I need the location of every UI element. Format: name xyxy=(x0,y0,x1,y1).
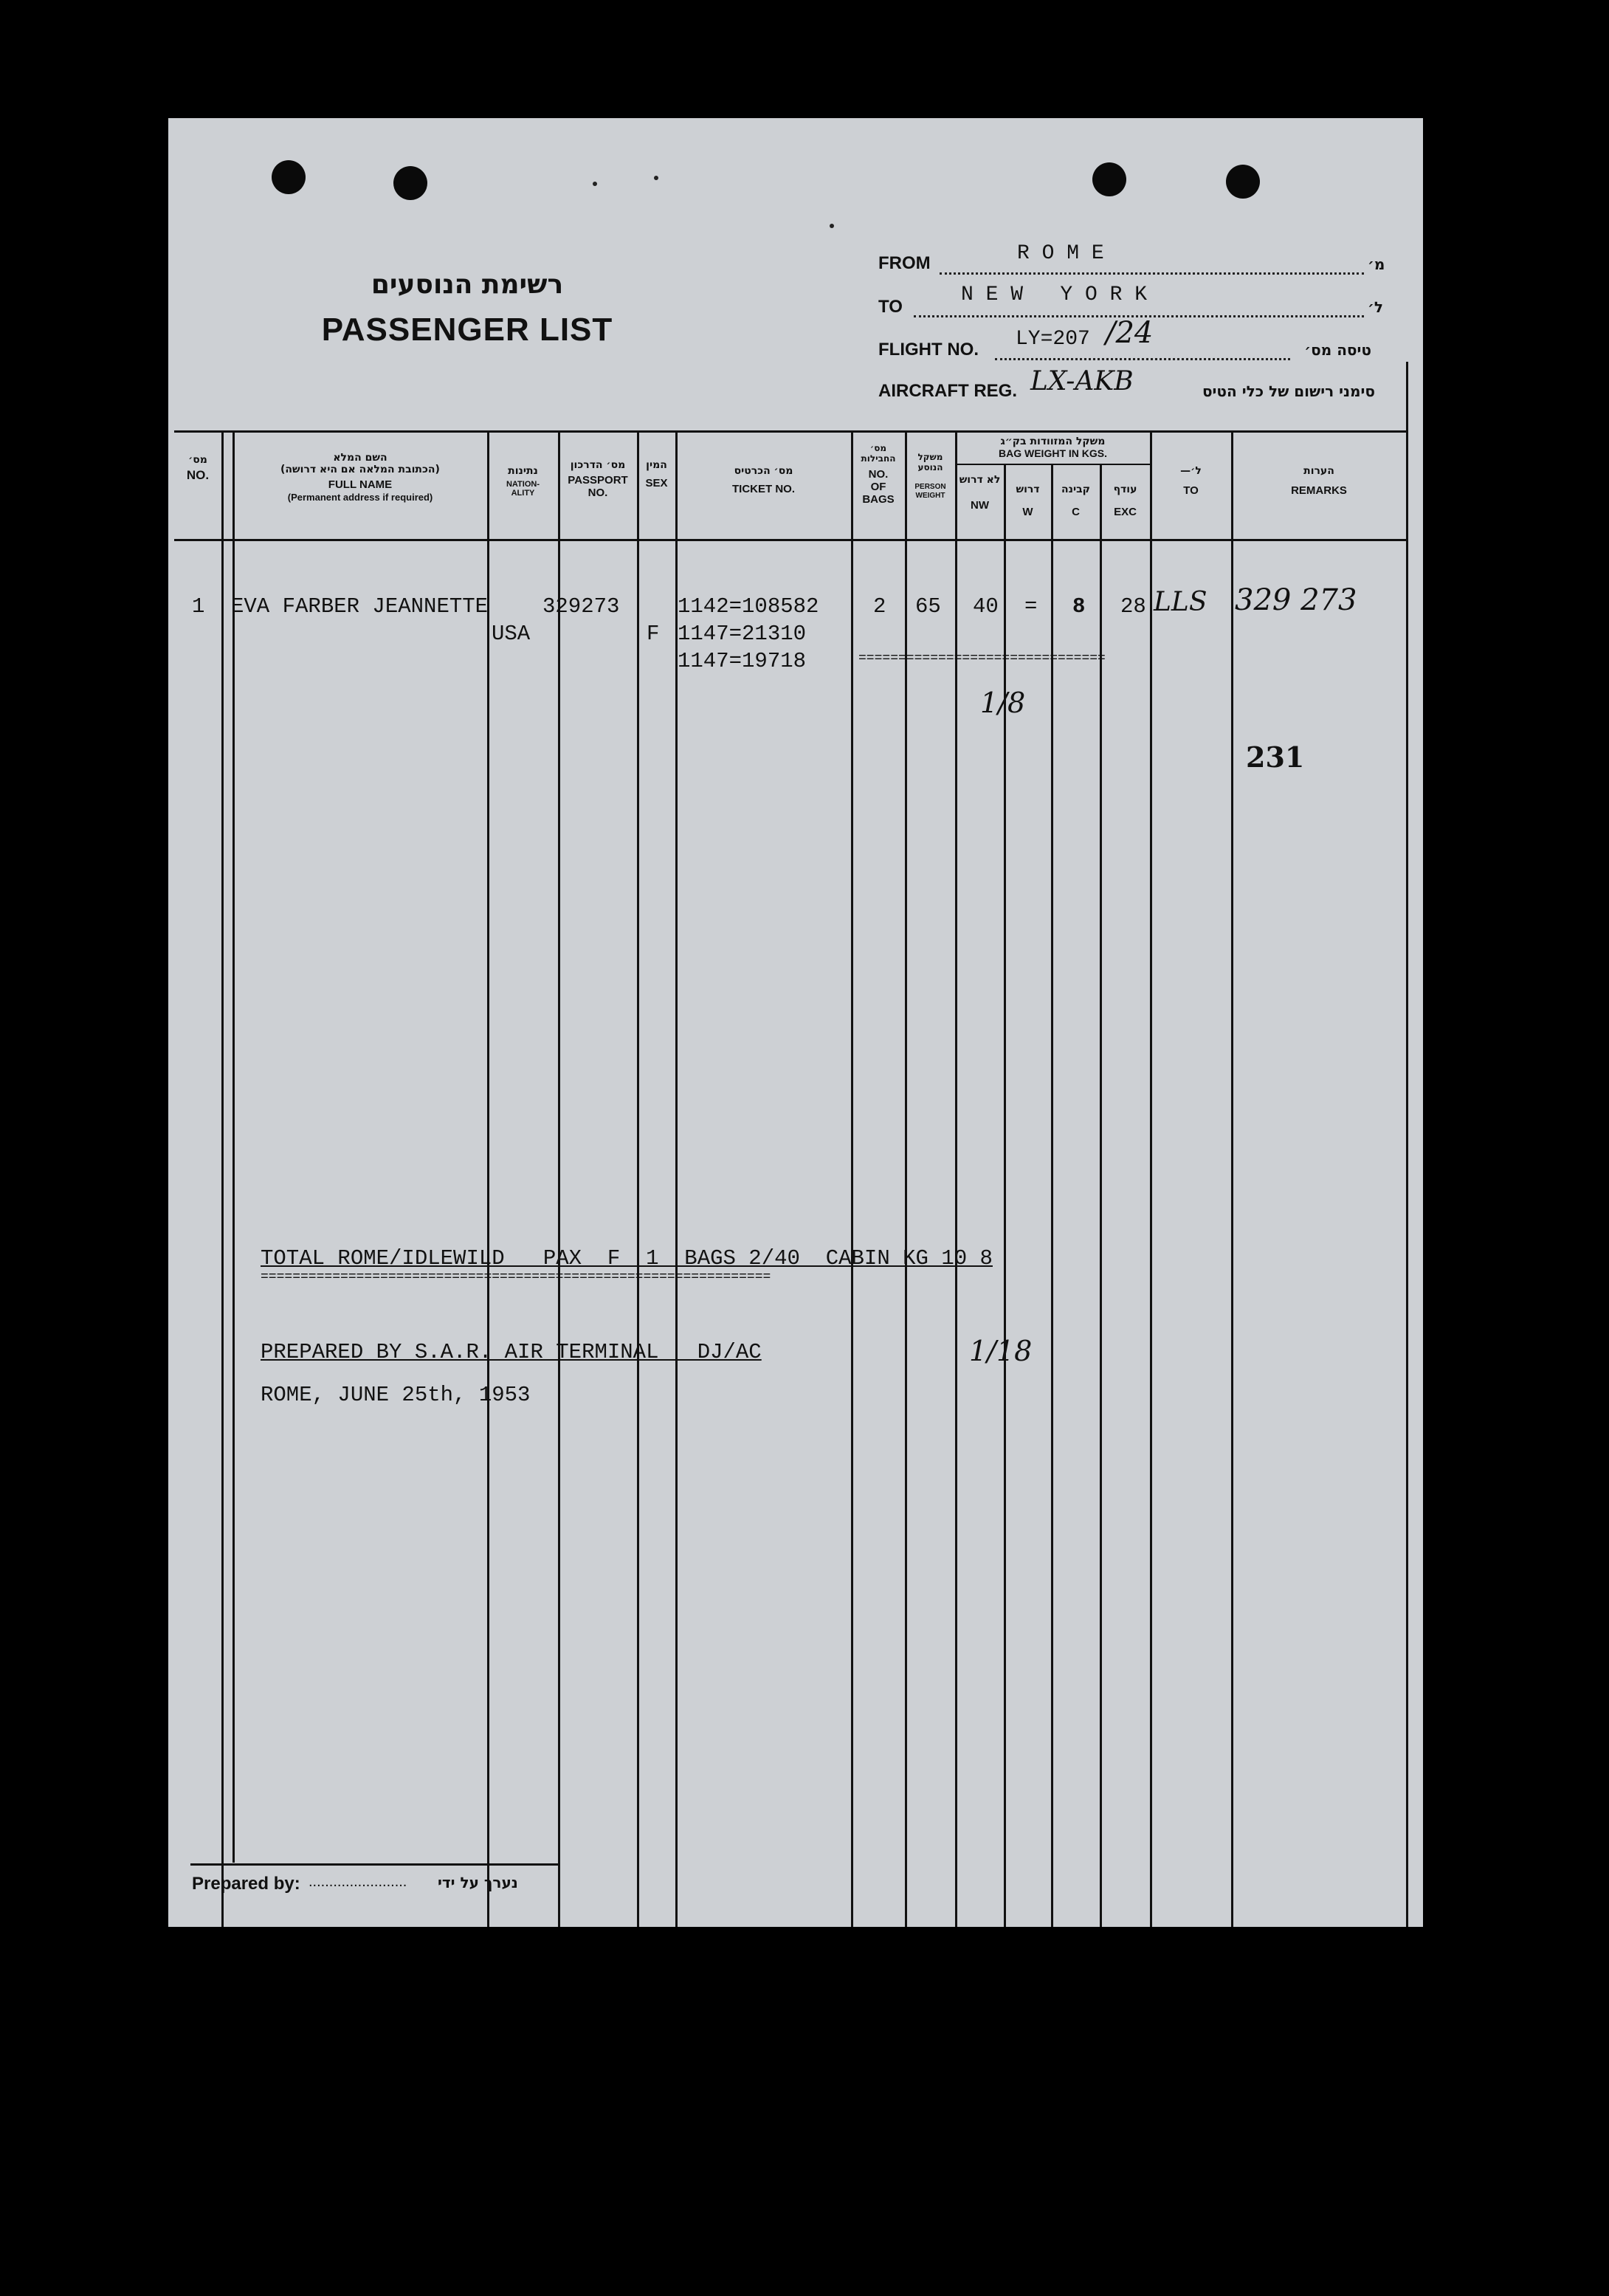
row-full-name: EVA FARBER JEANNETTE xyxy=(231,594,489,619)
row-ticket-2: 1147=21310 xyxy=(678,622,807,646)
title-hebrew: רשימת הנוסעים xyxy=(371,269,564,300)
prepared-by-field xyxy=(190,1866,559,1911)
to-label: TO xyxy=(878,297,903,317)
col-header-w: דרוש W xyxy=(1016,484,1040,518)
col-header-exc: עודף EXC xyxy=(1113,484,1137,518)
flight-value: LY=207 xyxy=(1016,328,1090,351)
punch-hole xyxy=(393,166,427,200)
stamp-number: 231 xyxy=(1246,740,1305,774)
page-title: PASSENGER LIST xyxy=(321,312,613,348)
col-header-nw: לא דרוש NW xyxy=(959,474,1001,512)
prepared-by-label: Prepared by: xyxy=(192,1874,300,1894)
col-header-to: ל׳— TO xyxy=(1180,465,1202,497)
from-label: FROM xyxy=(878,253,931,273)
prepared-line: PREPARED BY S.A.R. AIR TERMINAL DJ/AC xyxy=(261,1340,762,1364)
row-exc: 28 xyxy=(1120,594,1146,619)
handwritten-note-2: 1/18 xyxy=(969,1335,1033,1367)
row-ticket-3: 1147=19718 xyxy=(678,649,807,673)
punch-hole xyxy=(1226,165,1260,199)
row-sex: F xyxy=(647,622,660,646)
speck xyxy=(654,176,658,180)
row-to-handwritten: LLS xyxy=(1154,587,1207,617)
prepared-by-he: נערך על ידי xyxy=(438,1874,518,1891)
row-c: 8 xyxy=(1072,594,1086,619)
aircraft-label-he: סימני רישום של כלי הטיס xyxy=(1202,382,1375,400)
row-ticket-1: 1142=108582 xyxy=(678,594,819,619)
speck xyxy=(830,224,834,228)
col-header-passport: מס׳ הדרכון PASSPORT NO. xyxy=(568,459,628,499)
col-header-c: קבינה C xyxy=(1061,484,1090,518)
from-label-he: מ׳ xyxy=(1368,255,1385,273)
total-line: TOTAL ROME/IDLEWILD PAX F 1 BAGS 2/40 CABIN KG 10 8 xyxy=(261,1246,993,1271)
prepared-by-dots: ........................ xyxy=(309,1874,407,1890)
speck xyxy=(593,182,597,186)
flight-handwritten: /24 xyxy=(1106,316,1154,350)
flight-label: FLIGHT NO. xyxy=(878,340,979,360)
punch-hole xyxy=(272,160,306,194)
row-no: 1 xyxy=(192,594,205,619)
col-header-nationality: נתינות NATION- ALITY xyxy=(506,465,540,498)
row-nw: 40 xyxy=(973,594,999,619)
col-header-bags: מס׳ החבילות NO. OF BAGS xyxy=(861,443,896,506)
col-header-no: מס׳ NO. xyxy=(186,454,210,482)
row-passport: 329273 xyxy=(542,594,620,619)
col-header-bag-weight: משקל המזוודות בק״ג BAG WEIGHT IN KGS. xyxy=(999,436,1107,459)
total-double-rule: ================================================================ xyxy=(261,1270,771,1285)
passenger-list-sheet xyxy=(168,118,1423,1927)
row-remarks-handwritten: 329 273 xyxy=(1235,583,1357,617)
col-header-full-name: השם המלא (הכתובת המלאה אם היא דרושה) FULL NAME (Permanent address if required) xyxy=(280,452,440,503)
to-value: N E W Y O R K xyxy=(961,283,1148,306)
aircraft-value: LX-AKB xyxy=(1030,366,1134,396)
col-header-ticket: מס׳ הכרטיס TICKET NO. xyxy=(732,465,795,495)
to-label-he: ל׳ xyxy=(1368,298,1383,316)
from-value: R O M E xyxy=(1017,242,1104,265)
col-header-remarks: הערות REMARKS xyxy=(1291,465,1347,497)
col-header-person-weight: משקל הנוסע PERSON WEIGHT xyxy=(914,452,946,500)
aircraft-label: AIRCRAFT REG. xyxy=(878,381,1017,401)
date-line: ROME, JUNE 25th, 1953 xyxy=(261,1383,531,1407)
row-nationality: USA xyxy=(492,622,531,646)
row-w: = xyxy=(1024,594,1038,619)
handwritten-note: 1/8 xyxy=(980,687,1026,719)
col-header-sex: המין SEX xyxy=(645,459,668,489)
punch-hole xyxy=(1092,162,1126,196)
row-person-weight: 65 xyxy=(915,594,941,619)
flight-label-he: טיסה מס׳ xyxy=(1304,341,1371,359)
row-bags: 2 xyxy=(873,594,886,619)
row-underline: =============================== xyxy=(858,651,1106,666)
